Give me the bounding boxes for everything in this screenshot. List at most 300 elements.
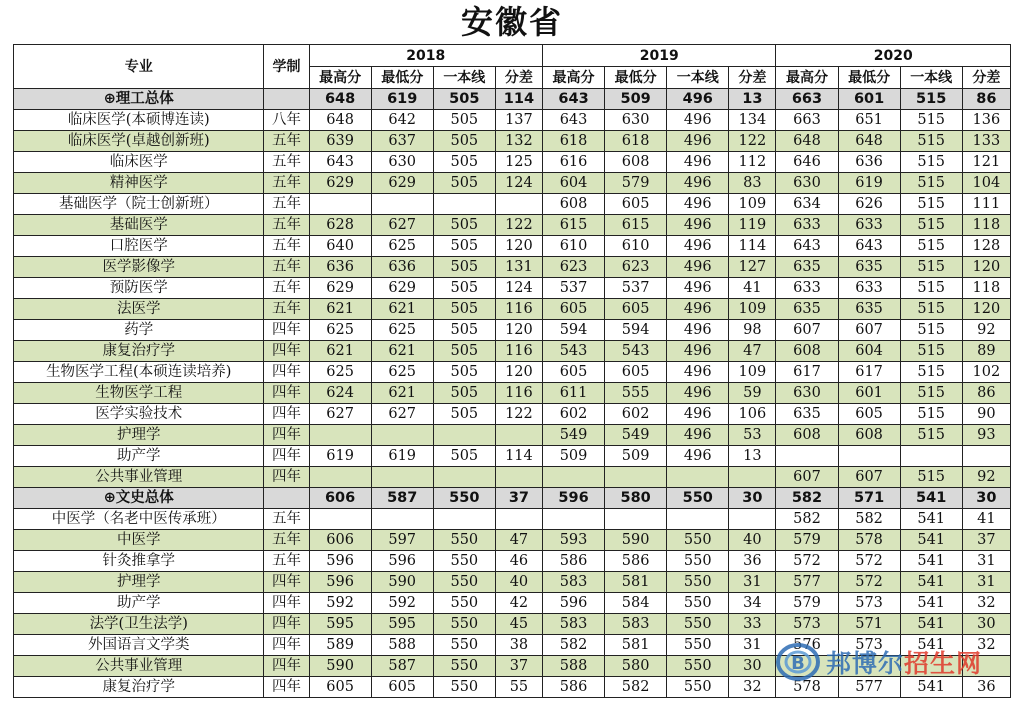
score-cell: 594	[542, 320, 604, 341]
table-row	[14, 194, 1011, 215]
major-name-cell: 口腔医学	[14, 236, 264, 257]
major-name-cell: 法医学	[14, 299, 264, 320]
score-cell	[433, 425, 495, 446]
score-cell: 120	[962, 257, 1010, 278]
score-table	[13, 44, 1011, 698]
score-cell: 549	[605, 425, 667, 446]
header-year: 2018	[309, 45, 542, 67]
score-cell: 617	[776, 362, 838, 383]
score-cell	[371, 425, 433, 446]
score-cell: 31	[962, 551, 1010, 572]
duration-cell: 四年	[264, 383, 309, 404]
score-cell: 579	[605, 173, 667, 194]
duration-cell: 五年	[264, 131, 309, 152]
score-cell: 636	[371, 257, 433, 278]
score-cell: 604	[542, 173, 604, 194]
score-cell: 625	[309, 320, 371, 341]
score-cell: 590	[605, 530, 667, 551]
major-name-cell: 基础医学（院士创新班）	[14, 194, 264, 215]
score-cell: 586	[542, 677, 604, 698]
score-cell: 624	[309, 383, 371, 404]
score-cell: 505	[433, 446, 495, 467]
score-cell	[962, 446, 1010, 467]
score-cell: 541	[900, 572, 962, 593]
score-cell: 515	[900, 425, 962, 446]
score-cell: 616	[542, 152, 604, 173]
duration-cell: 四年	[264, 320, 309, 341]
score-cell: 505	[433, 278, 495, 299]
score-cell: 586	[605, 551, 667, 572]
duration-cell: 五年	[264, 551, 309, 572]
score-cell: 496	[667, 341, 729, 362]
score-cell: 611	[542, 383, 604, 404]
score-cell: 550	[667, 488, 729, 509]
score-cell	[309, 509, 371, 530]
duration-cell: 四年	[264, 677, 309, 698]
duration-cell: 四年	[264, 635, 309, 656]
score-cell: 509	[542, 446, 604, 467]
score-cell: 106	[729, 404, 776, 425]
score-cell: 515	[900, 320, 962, 341]
duration-cell: 五年	[264, 299, 309, 320]
major-name-cell: 助产学	[14, 446, 264, 467]
score-cell: 30	[729, 488, 776, 509]
score-cell: 515	[900, 236, 962, 257]
score-cell	[371, 467, 433, 488]
score-cell: 663	[776, 89, 838, 110]
score-cell: 496	[667, 404, 729, 425]
score-cell: 608	[605, 152, 667, 173]
score-cell: 582	[776, 488, 838, 509]
header-min: 最低分	[605, 67, 667, 89]
header-line: 一本线	[433, 67, 495, 89]
duration-cell: 五年	[264, 530, 309, 551]
score-cell: 634	[776, 194, 838, 215]
bangboer-logo-icon	[776, 642, 820, 682]
score-cell: 127	[729, 257, 776, 278]
score-cell: 550	[433, 488, 495, 509]
score-cell	[495, 509, 542, 530]
score-cell: 605	[371, 677, 433, 698]
score-cell: 515	[900, 299, 962, 320]
score-cell: 505	[433, 236, 495, 257]
duration-cell: 四年	[264, 404, 309, 425]
score-cell: 550	[433, 593, 495, 614]
score-cell	[495, 194, 542, 215]
major-name-cell: 临床医学	[14, 152, 264, 173]
score-cell: 643	[838, 236, 900, 257]
score-cell: 496	[667, 425, 729, 446]
score-cell: 596	[542, 488, 604, 509]
score-cell: 648	[309, 110, 371, 131]
major-name-cell: 医学影像学	[14, 257, 264, 278]
score-cell: 13	[729, 89, 776, 110]
major-name-cell: 中医学	[14, 530, 264, 551]
score-cell: 550	[433, 677, 495, 698]
score-cell: 633	[838, 215, 900, 236]
score-cell: 586	[542, 551, 604, 572]
table-row	[14, 425, 1011, 446]
score-cell: 550	[667, 572, 729, 593]
score-cell: 505	[433, 110, 495, 131]
score-cell: 643	[542, 110, 604, 131]
score-cell: 496	[667, 299, 729, 320]
duration-cell: 四年	[264, 614, 309, 635]
score-cell	[667, 509, 729, 530]
score-cell: 621	[309, 341, 371, 362]
score-cell: 583	[605, 614, 667, 635]
score-cell: 627	[371, 404, 433, 425]
score-cell: 515	[900, 194, 962, 215]
score-cell: 496	[667, 152, 729, 173]
score-cell: 601	[838, 89, 900, 110]
score-cell: 596	[371, 551, 433, 572]
score-cell: 582	[838, 509, 900, 530]
score-cell: 604	[838, 341, 900, 362]
score-cell: 608	[776, 341, 838, 362]
score-cell: 32	[729, 677, 776, 698]
score-cell: 597	[371, 530, 433, 551]
score-cell: 120	[962, 299, 1010, 320]
table-row	[14, 320, 1011, 341]
score-cell: 515	[900, 152, 962, 173]
score-cell: 579	[776, 530, 838, 551]
score-cell: 550	[667, 614, 729, 635]
score-cell: 13	[729, 446, 776, 467]
duration-cell: 四年	[264, 362, 309, 383]
score-cell: 496	[667, 173, 729, 194]
score-cell: 505	[433, 152, 495, 173]
score-cell: 573	[776, 614, 838, 635]
score-cell: 619	[371, 89, 433, 110]
score-cell	[495, 467, 542, 488]
score-cell: 102	[962, 362, 1010, 383]
score-cell: 572	[776, 551, 838, 572]
score-cell: 137	[495, 110, 542, 131]
score-cell: 124	[495, 278, 542, 299]
header-diff: 分差	[495, 67, 542, 89]
duration-cell	[264, 488, 309, 509]
duration-cell: 五年	[264, 215, 309, 236]
major-name-cell: 基础医学	[14, 215, 264, 236]
score-cell: 122	[495, 215, 542, 236]
score-cell: 32	[962, 635, 1010, 656]
header-diff: 分差	[729, 67, 776, 89]
score-cell: 496	[667, 257, 729, 278]
score-cell: 515	[900, 404, 962, 425]
score-cell: 128	[962, 236, 1010, 257]
score-cell: 543	[605, 341, 667, 362]
watermark-text-main: 邦博尔	[826, 649, 905, 678]
score-cell: 120	[495, 236, 542, 257]
score-cell	[371, 509, 433, 530]
score-cell: 621	[371, 341, 433, 362]
score-cell	[495, 425, 542, 446]
score-cell: 119	[729, 215, 776, 236]
score-cell: 45	[495, 614, 542, 635]
header-major: 专业	[14, 45, 264, 89]
score-cell: 131	[495, 257, 542, 278]
score-cell: 47	[729, 341, 776, 362]
svg-text:B: B	[791, 653, 805, 674]
score-cell: 573	[838, 635, 900, 656]
score-cell: 550	[667, 530, 729, 551]
table-body	[14, 89, 1011, 698]
score-cell: 36	[962, 677, 1010, 698]
score-cell: 607	[776, 467, 838, 488]
score-cell: 595	[371, 614, 433, 635]
score-cell: 590	[371, 572, 433, 593]
score-cell: 121	[962, 152, 1010, 173]
score-cell: 30	[962, 488, 1010, 509]
score-cell: 642	[371, 110, 433, 131]
score-cell: 537	[605, 278, 667, 299]
score-cell: 571	[838, 614, 900, 635]
score-cell	[605, 467, 667, 488]
score-cell: 640	[309, 236, 371, 257]
score-cell: 578	[838, 530, 900, 551]
watermark	[776, 641, 1016, 683]
score-cell: 134	[729, 110, 776, 131]
duration-cell: 四年	[264, 446, 309, 467]
score-cell: 505	[433, 383, 495, 404]
score-cell: 646	[776, 152, 838, 173]
score-cell: 606	[309, 530, 371, 551]
major-name-cell: 法学(卫生法学)	[14, 614, 264, 635]
score-cell: 643	[309, 152, 371, 173]
score-cell: 550	[667, 677, 729, 698]
score-cell: 623	[542, 257, 604, 278]
duration-cell: 五年	[264, 152, 309, 173]
score-cell: 116	[495, 299, 542, 320]
score-cell: 583	[542, 614, 604, 635]
major-name-cell: 公共事业管理	[14, 467, 264, 488]
score-cell: 618	[605, 131, 667, 152]
score-cell: 89	[962, 341, 1010, 362]
score-cell: 30	[729, 656, 776, 677]
score-cell: 633	[776, 278, 838, 299]
score-cell: 592	[309, 593, 371, 614]
score-cell: 550	[433, 656, 495, 677]
score-cell: 601	[838, 383, 900, 404]
table-row	[14, 278, 1011, 299]
duration-cell	[264, 89, 309, 110]
score-cell: 112	[729, 152, 776, 173]
score-cell: 606	[309, 488, 371, 509]
table-row	[14, 152, 1011, 173]
score-cell: 515	[900, 383, 962, 404]
duration-cell: 四年	[264, 467, 309, 488]
duration-cell: 五年	[264, 173, 309, 194]
duration-cell: 四年	[264, 593, 309, 614]
score-cell: 648	[776, 131, 838, 152]
score-cell: 621	[371, 383, 433, 404]
score-cell: 635	[776, 257, 838, 278]
score-cell: 515	[900, 215, 962, 236]
score-cell: 109	[729, 194, 776, 215]
score-cell: 576	[776, 635, 838, 656]
score-cell: 53	[729, 425, 776, 446]
score-cell: 124	[495, 173, 542, 194]
score-cell	[542, 467, 604, 488]
duration-cell: 五年	[264, 257, 309, 278]
score-cell: 55	[495, 677, 542, 698]
table-row	[14, 572, 1011, 593]
major-name-cell: 生物医学工程	[14, 383, 264, 404]
header-line: 一本线	[667, 67, 729, 89]
duration-cell: 四年	[264, 656, 309, 677]
score-cell: 496	[667, 110, 729, 131]
score-cell: 583	[542, 572, 604, 593]
score-cell: 625	[371, 236, 433, 257]
major-name-cell: ⊕理工总体	[14, 89, 264, 110]
score-cell: 577	[776, 572, 838, 593]
score-cell: 541	[900, 677, 962, 698]
score-cell: 630	[371, 152, 433, 173]
score-cell: 581	[605, 572, 667, 593]
table-row	[14, 131, 1011, 152]
score-cell: 635	[776, 404, 838, 425]
score-cell: 118	[962, 278, 1010, 299]
score-cell: 550	[433, 635, 495, 656]
header-max: 最高分	[776, 67, 838, 89]
score-cell	[309, 425, 371, 446]
score-cell: 505	[433, 362, 495, 383]
score-cell: 537	[542, 278, 604, 299]
header-min: 最低分	[838, 67, 900, 89]
score-cell	[371, 194, 433, 215]
score-cell	[667, 467, 729, 488]
score-cell: 625	[371, 362, 433, 383]
duration-cell: 八年	[264, 110, 309, 131]
score-cell: 555	[605, 383, 667, 404]
score-cell: 541	[900, 614, 962, 635]
score-cell: 125	[495, 152, 542, 173]
table-row	[14, 467, 1011, 488]
score-cell: 636	[309, 257, 371, 278]
score-cell: 114	[495, 446, 542, 467]
score-cell	[729, 509, 776, 530]
score-cell: 633	[838, 278, 900, 299]
score-cell: 509	[605, 89, 667, 110]
score-cell: 515	[900, 341, 962, 362]
score-cell: 605	[605, 194, 667, 215]
score-cell: 627	[309, 404, 371, 425]
score-cell: 550	[667, 635, 729, 656]
score-cell: 496	[667, 131, 729, 152]
score-cell: 515	[900, 257, 962, 278]
major-name-cell: 临床医学(卓越创新班)	[14, 131, 264, 152]
score-cell: 619	[309, 446, 371, 467]
score-cell: 31	[729, 635, 776, 656]
score-cell: 605	[542, 362, 604, 383]
header-min: 最低分	[371, 67, 433, 89]
score-cell: 596	[309, 572, 371, 593]
score-cell: 505	[433, 173, 495, 194]
score-cell: 38	[495, 635, 542, 656]
score-cell: 116	[495, 383, 542, 404]
score-cell: 549	[542, 425, 604, 446]
score-cell: 86	[962, 89, 1010, 110]
header-line: 一本线	[900, 67, 962, 89]
score-cell: 617	[838, 362, 900, 383]
major-name-cell: 生物医学工程(本硕连读培养)	[14, 362, 264, 383]
table-row	[14, 215, 1011, 236]
table-row	[14, 593, 1011, 614]
score-cell: 98	[729, 320, 776, 341]
score-cell: 496	[667, 446, 729, 467]
score-cell	[605, 509, 667, 530]
header-diff: 分差	[962, 67, 1010, 89]
score-cell: 515	[900, 467, 962, 488]
score-cell: 625	[371, 320, 433, 341]
duration-cell: 五年	[264, 236, 309, 257]
table-row	[14, 236, 1011, 257]
score-cell: 571	[838, 488, 900, 509]
major-name-cell: 公共事业管理	[14, 656, 264, 677]
score-cell: 550	[433, 551, 495, 572]
score-cell	[776, 446, 838, 467]
score-cell: 41	[729, 278, 776, 299]
score-cell: 621	[309, 299, 371, 320]
score-cell: 109	[729, 362, 776, 383]
score-cell: 630	[776, 173, 838, 194]
score-cell: 83	[729, 173, 776, 194]
score-cell: 629	[371, 278, 433, 299]
major-name-cell: 针灸推拿学	[14, 551, 264, 572]
score-cell: 122	[495, 404, 542, 425]
score-cell	[729, 467, 776, 488]
score-cell: 592	[371, 593, 433, 614]
score-cell: 496	[667, 194, 729, 215]
score-cell: 515	[900, 173, 962, 194]
duration-cell: 四年	[264, 341, 309, 362]
score-cell: 572	[838, 572, 900, 593]
score-cell: 42	[495, 593, 542, 614]
header-max: 最高分	[542, 67, 604, 89]
score-cell: 582	[542, 635, 604, 656]
score-cell: 602	[605, 404, 667, 425]
score-cell: 577	[838, 677, 900, 698]
score-cell: 605	[605, 299, 667, 320]
score-cell: 114	[495, 89, 542, 110]
score-cell: 587	[371, 656, 433, 677]
duration-cell: 五年	[264, 509, 309, 530]
score-cell: 109	[729, 299, 776, 320]
score-cell: 92	[962, 467, 1010, 488]
watermark-text-accent: 招生网	[904, 649, 983, 678]
score-cell: 590	[309, 656, 371, 677]
major-name-cell: 预防医学	[14, 278, 264, 299]
score-cell: 596	[542, 593, 604, 614]
score-cell: 505	[433, 131, 495, 152]
score-cell: 496	[667, 320, 729, 341]
score-cell: 573	[838, 593, 900, 614]
score-cell: 588	[371, 635, 433, 656]
score-cell: 615	[605, 215, 667, 236]
score-cell: 594	[605, 320, 667, 341]
score-cell: 505	[433, 320, 495, 341]
major-name-cell: 临床医学(本硕博连读)	[14, 110, 264, 131]
score-cell: 625	[309, 362, 371, 383]
score-cell: 629	[371, 173, 433, 194]
score-cell: 608	[776, 425, 838, 446]
score-cell: 550	[667, 656, 729, 677]
score-cell: 550	[433, 530, 495, 551]
score-cell: 41	[962, 509, 1010, 530]
header-max: 最高分	[309, 67, 371, 89]
score-cell: 587	[371, 488, 433, 509]
